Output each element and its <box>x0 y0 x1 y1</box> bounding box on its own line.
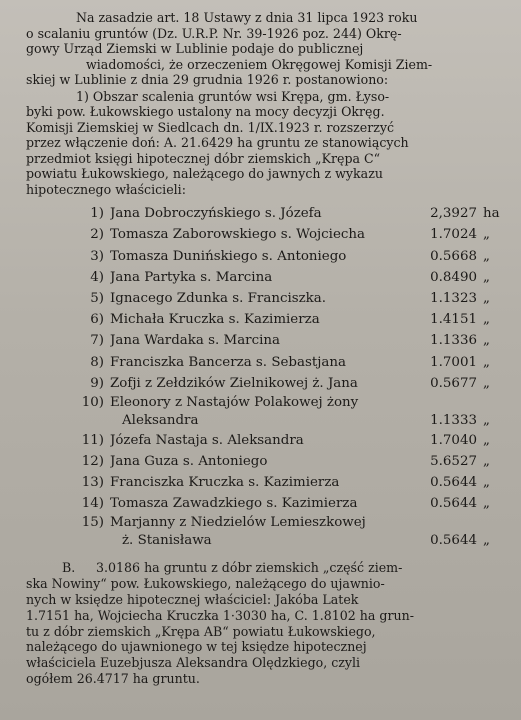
owner-area-unit: „ <box>483 475 490 491</box>
owner-name: Ignacego Zdunka s. Franciszka. <box>110 290 327 306</box>
owner-name: Franciszka Kruczka s. Kazimierza <box>110 475 340 491</box>
intro-line: o scalaniu gruntów (Dz. U.R.P. Nr. 39-1926 poz. 244) Okrę- <box>26 25 402 41</box>
owner-area: 0.5677 <box>430 375 477 391</box>
owner-area: 1.1336 <box>430 333 477 349</box>
owner-area: 0.5644 <box>430 496 477 512</box>
owner-name: Marjanny z Niedzielów Lemieszkowej <box>110 515 366 531</box>
owner-number: 9) <box>90 375 104 391</box>
owner-area-unit: „ <box>483 496 490 512</box>
owner-area-unit: „ <box>483 354 490 370</box>
owner-number: 2) <box>90 227 104 243</box>
owner-area: 0.5644 <box>430 475 477 491</box>
owner-row <box>26 493 507 514</box>
owner-number: 7) <box>90 333 104 349</box>
owner-number: 8) <box>90 354 104 370</box>
point1-line: powiatu Łukowskiego, należącego do jawnych z wykazu <box>26 166 383 181</box>
section-b-line: 1.7151 ha, Wojciecha Kruczka 1·3030 ha, C. 1.8102 ha grun- <box>26 607 414 623</box>
owner-name: Józefa Nastaja s. Aleksandra <box>110 432 304 448</box>
owner-number: 12) <box>81 454 104 470</box>
point1-line: hipotecznego właścicieli: <box>26 181 186 197</box>
owner-name: Jana Guza s. Antoniego <box>110 454 268 470</box>
owner-name: Jana Wardaka s. Marcina <box>110 333 280 349</box>
owners-list <box>26 203 507 550</box>
owner-number: 14) <box>81 496 104 512</box>
owner-row <box>26 267 507 288</box>
owner-name-continuation: ż. Stanisława <box>122 533 212 549</box>
section-b-text: 3.0186 ha gruntu z dóbr ziemskich „część ziem- <box>96 560 403 576</box>
owner-area: 1.1333 <box>430 412 477 428</box>
owner-row <box>26 288 507 309</box>
owner-name: Tomasza Zawadzkiego s. Kazimierza <box>110 496 358 512</box>
owner-number: 1) <box>90 206 104 222</box>
owner-area: 0.5668 <box>430 248 477 264</box>
owner-number: 15) <box>81 515 104 531</box>
owner-name: Franciszka Bancerza s. Sebastjana <box>110 354 346 370</box>
owner-name: Michała Kruczka s. Kazimierza <box>110 312 320 328</box>
owner-row <box>26 451 507 472</box>
intro-line: Na zasadzie art. 18 Ustawy z dnia 31 lipca 1923 roku <box>76 10 418 25</box>
owner-row <box>26 394 507 430</box>
owner-area-unit: „ <box>483 375 490 391</box>
section-b-label: B. <box>62 560 76 576</box>
owner-number: 4) <box>90 269 104 285</box>
owner-row <box>26 351 507 372</box>
section-b-line: właściciela Euzebjusza Aleksandra Olędzkiego, czyli <box>26 655 361 671</box>
owner-area-unit: „ <box>483 454 490 470</box>
owner-area-unit: ha <box>483 206 500 222</box>
owner-row <box>26 245 507 266</box>
point1-line: 1) Obszar scalenia gruntów wsi Krępa, gm. Łyso- <box>76 88 390 104</box>
owner-area-unit: „ <box>483 333 490 349</box>
owner-area: 5.6527 <box>430 454 477 470</box>
owner-row <box>26 224 507 245</box>
intro-paragraph <box>26 10 507 88</box>
owner-area-unit: „ <box>483 432 490 448</box>
section-b-line: ska Nowiny“ pow. Łukowskiego, należącego do ujawnio- <box>26 576 385 592</box>
owner-name: Eleonory z Nastajów Polakowej żony <box>110 394 359 410</box>
owner-area: 0.8490 <box>430 269 477 285</box>
owner-name: Jana Dobroczyńskiego s. Józefa <box>110 206 322 222</box>
owner-area: 2,3927 <box>430 206 477 222</box>
intro-line: gowy Urząd Ziemski w Lublinie podaje do publicznej <box>26 41 364 56</box>
intro-line: wiadomości, że orzeczeniem Okręgowej Komisji Ziem- <box>86 56 433 72</box>
owner-row <box>26 203 507 224</box>
owner-area-unit: „ <box>483 533 490 549</box>
owner-row <box>26 330 507 351</box>
owner-number: 10) <box>81 394 104 410</box>
owner-name: Tomasza Dunińskiego s. Antoniego <box>110 248 347 264</box>
owner-area: 1.7040 <box>430 432 477 448</box>
point1-line: Komisji Ziemskiej w Siedlcach dn. 1/IX.1923 r. rozszerzyć <box>26 119 395 135</box>
section-b-line <box>26 560 507 576</box>
point1-paragraph <box>26 89 507 198</box>
owner-area: 0.5644 <box>430 533 477 549</box>
owner-number: 11) <box>81 432 104 448</box>
owner-name-continuation: Aleksandra <box>122 412 199 428</box>
owner-area-unit: „ <box>483 227 490 243</box>
owner-number: 3) <box>90 248 104 264</box>
owner-row <box>26 514 507 550</box>
section-b-line: tu z dóbr ziemskich „Krępa AB“ powiatu Łukowskiego, <box>26 623 376 639</box>
owner-row <box>26 373 507 394</box>
owner-row <box>26 472 507 493</box>
owner-area: 1.7024 <box>430 227 477 243</box>
owner-number: 5) <box>90 290 104 306</box>
owner-area: 1.7001 <box>430 354 477 370</box>
point1-line: byki pow. Łukowskiego ustalony na mocy decyzji Okręg. <box>26 104 385 119</box>
owner-area-unit: „ <box>483 248 490 264</box>
owner-area-unit: „ <box>483 312 490 328</box>
owner-area-unit: „ <box>483 412 490 428</box>
owner-row <box>26 309 507 330</box>
section-b-line: ogółem 26.4717 ha gruntu. <box>26 671 200 687</box>
owner-name: Jana Partyka s. Marcina <box>110 269 273 285</box>
owner-name: Tomasza Zaborowskiego s. Wojciecha <box>110 227 365 243</box>
point1-line: przez włączenie doń: A. 21.6429 ha gruntu ze stanowiących <box>26 135 409 150</box>
section-b-line: nych w księdze hipotecznej właściciel: Jakóba Latek <box>26 592 359 608</box>
owner-row <box>26 430 507 451</box>
owner-name: Zofji z Zełdzików Zielnikowej ż. Jana <box>110 375 358 391</box>
owner-area-unit: „ <box>483 290 490 306</box>
owner-area: 1.4151 <box>430 312 477 328</box>
intro-line: skiej w Lublinie z dnia 29 grudnia 1926 r. postanowiono: <box>26 72 389 87</box>
section-b-paragraph <box>26 560 507 686</box>
section-b-line: należącego do ujawnionego w tej księdze hipotecznej <box>26 639 367 655</box>
owner-area-unit: „ <box>483 269 490 285</box>
point1-line: przedmiot księgi hipotecznej dóbr ziemskich „Krępa C“ <box>26 150 381 166</box>
owner-number: 6) <box>90 312 104 328</box>
owner-area: 1.1323 <box>430 290 477 306</box>
owner-number: 13) <box>81 475 104 491</box>
